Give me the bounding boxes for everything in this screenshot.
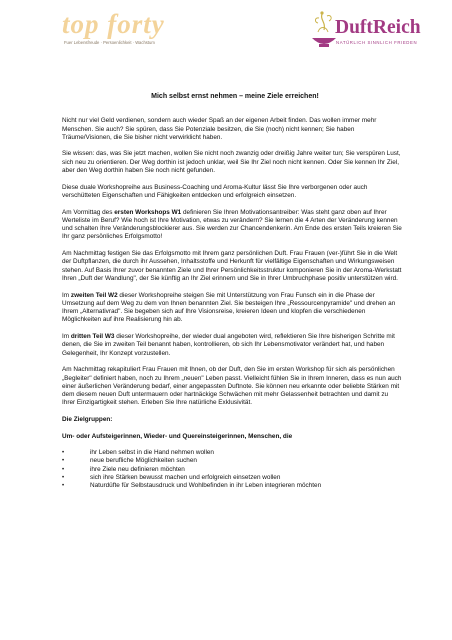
w2-label: zweiten Teil W2 xyxy=(70,291,118,299)
bullet-icon: • xyxy=(62,482,65,489)
w1-text-rest: definieren Sie Ihren Motivationsantreiber: Was steht ganz oben auf Ihrer Werteliste im Beruf? Wie hoch ist Ihre Motivation, etwas zu verändern? Sie lernen die 4 Arten der Veränderung kennen und schalten Ihre Veränderungsblockierer aus. Sie werden zur Chancendenkerin. Am Ende des ersten Teils kreieren Sie Ihr ganz persönliches Erfolgsmotto! xyxy=(62,208,402,241)
list-item xyxy=(62,466,402,474)
paragraph-situation: Sie wissen: das, was Sie jetzt machen, wollen Sie nicht noch zwanzig oder dreißig Jahre weiter tun; Sie verspüren Lust, sich neu zu orientieren. Der Weg dorthin ist jedoch unklar, weil Sie Ihr Ziel noch nicht kennen. Oder Sie kennen Ihr Ziel, aber den Weg dorthin haben Sie noch nicht gefunden. xyxy=(62,150,401,175)
list-item-text: Naturdüfte für Selbstausdruck und Wohlbefinden in ihr Leben integrieren möchten xyxy=(90,481,322,489)
list-item xyxy=(62,474,402,482)
w1-text-start: Am Vormittag des xyxy=(62,208,115,216)
paragraph-workshop-series: Diese duale Workshopreihe aus Business-Coaching und Aroma-Kultur lässt Sie Ihre verborgenen oder auch verschütteten Eigenschaften und Fähigkeiten entdecken und erfolgreich einsetzen. xyxy=(62,183,368,199)
top-forty-logo xyxy=(62,10,182,54)
list-item xyxy=(62,482,402,490)
duftreich-tagline: NATÜRLICH SINNLICH FRIEDEN xyxy=(336,40,418,45)
paragraph-intro: Nicht nur viel Geld verdienen, sondern auch wieder Spaß an der eigenen Arbeit finden. Das wollen immer mehr Menschen. Sie auch? Sie spüren, dass Sie Potenziale besitzen, die Sie (noch) nicht kennen; Sie haben Träume/Visionen, die Sie bisher nicht verwirklicht haben. xyxy=(62,117,377,141)
bullet-icon: • xyxy=(62,450,65,457)
w1-label: ersten Workshops W1 xyxy=(114,208,182,216)
target-groups-subheading: Um- oder Aufsteigerinnen, Wieder- und Quereinsteigerinnen, Menschen, die xyxy=(62,432,293,440)
paragraph-afternoon-scent: Am Nachmittag festigen Sie das Erfolgsmotto mit Ihrem ganz persönlichen Duft. Frau Frauen (ver-)führt Sie in die Welt der Duftpflanzen, die durch ihr Aussehen, Inhaltsstoffe und Herkunft für vielfältige Eigenschaften und Wirkungsweisen stehen. Auf Basis Ihrer zuvor benannten Ziele und Ihrer Persönlichkeitsstruktur komponieren Sie in der Aroma-Werkstatt Ihren „Duft der Wandlung", der Sie künftig an Ihr Ziel erinnern und Sie in Ihrer Umbruchphase positiv unterstützen wird. xyxy=(62,250,402,282)
w2-text-rest: dieser Workshopreihe steigen Sie mit Unterstützung von Frau Funsch ein in die Phase der Umsetzung auf dem Weg zu dem von Ihnen benannten Ziel. Sie besteigen Ihre „Ressourcenpyramide" und drehen an Ihrem „Alternativrad". Sie begeben sich auf Ihre Visionsreise, kreieren Ideen und klopfen die verschiedenen Möglichkeiten auf ihre Realisierung hin ab. xyxy=(62,291,396,324)
bullet-icon: • xyxy=(62,474,65,481)
w3-label: dritten Teil W3 xyxy=(70,333,115,341)
bullet-icon: • xyxy=(62,458,65,465)
document-title: Mich selbst ernst nehmen – meine Ziele erreichen! xyxy=(151,93,319,100)
paragraph-workshop-w1 xyxy=(62,209,402,242)
document-body xyxy=(62,93,402,490)
list-item-text: ihr Leben selbst in die Hand nehmen wollen xyxy=(90,449,214,457)
paragraph-workshop-w2 xyxy=(62,292,402,325)
target-groups-list xyxy=(62,449,402,490)
paragraph-afternoon-recap: Am Nachmittag rekapituliert Frau Frauen mit Ihnen, ob der Duft, den Sie im ersten Workshop für sich als persönlichen „Begleiter" definiert haben, noch zu Ihrem „neuen" Leben passt. Vielleicht fühlen Sie in Ihrem Inneren, dass es nun auch einer äußerlichen Veränderung bedarf, einer angepassten Duftnote. Sie können neu erkannte oder beliebte Stärken mit dem diesem neuen Duft untermauern oder hartnäckige Schwächen mit mehr Gelassenheit betrachten und damit zu Ihrer Einzigartigkeit stehen. Erleben Sie Ihre natürliche Exklusivität. xyxy=(62,366,402,407)
list-item-text: ihre Ziele neu definieren möchten xyxy=(90,465,185,473)
list-item xyxy=(62,457,402,465)
top-forty-wordmark: top forty xyxy=(62,9,165,39)
duftreich-wordmark: DuftReich xyxy=(335,17,421,38)
w3-text-start: Im xyxy=(62,333,71,341)
list-item-text: neue berufliche Möglichkeiten suchen xyxy=(90,457,197,465)
top-forty-tagline: Fuer Lebensfreude · Persoenlichkeit · Wachstum xyxy=(64,40,155,45)
w3-text-rest: dieser Workshopreihe, der wieder dual angeboten wird, reflektieren Sie Ihre bisherigen Schritte mit denen, die Sie im zweiten Teil benannt haben, kontrollieren, ob sich Ihr Lebensmotivator verändert hat, und haben Gelegenheit, Ihr Konzept vorzustellen. xyxy=(62,333,395,357)
paragraph-workshop-w3 xyxy=(62,333,402,358)
duftreich-logo xyxy=(310,8,434,66)
list-item-text: sich ihre Stärken bewusst machen und erfolgreich einsetzen wollen xyxy=(90,473,281,481)
bullet-icon: • xyxy=(62,466,65,473)
list-item xyxy=(62,449,402,457)
target-groups-heading: Die Zielgruppen: xyxy=(62,415,113,423)
w2-text-start: Im xyxy=(62,291,71,299)
